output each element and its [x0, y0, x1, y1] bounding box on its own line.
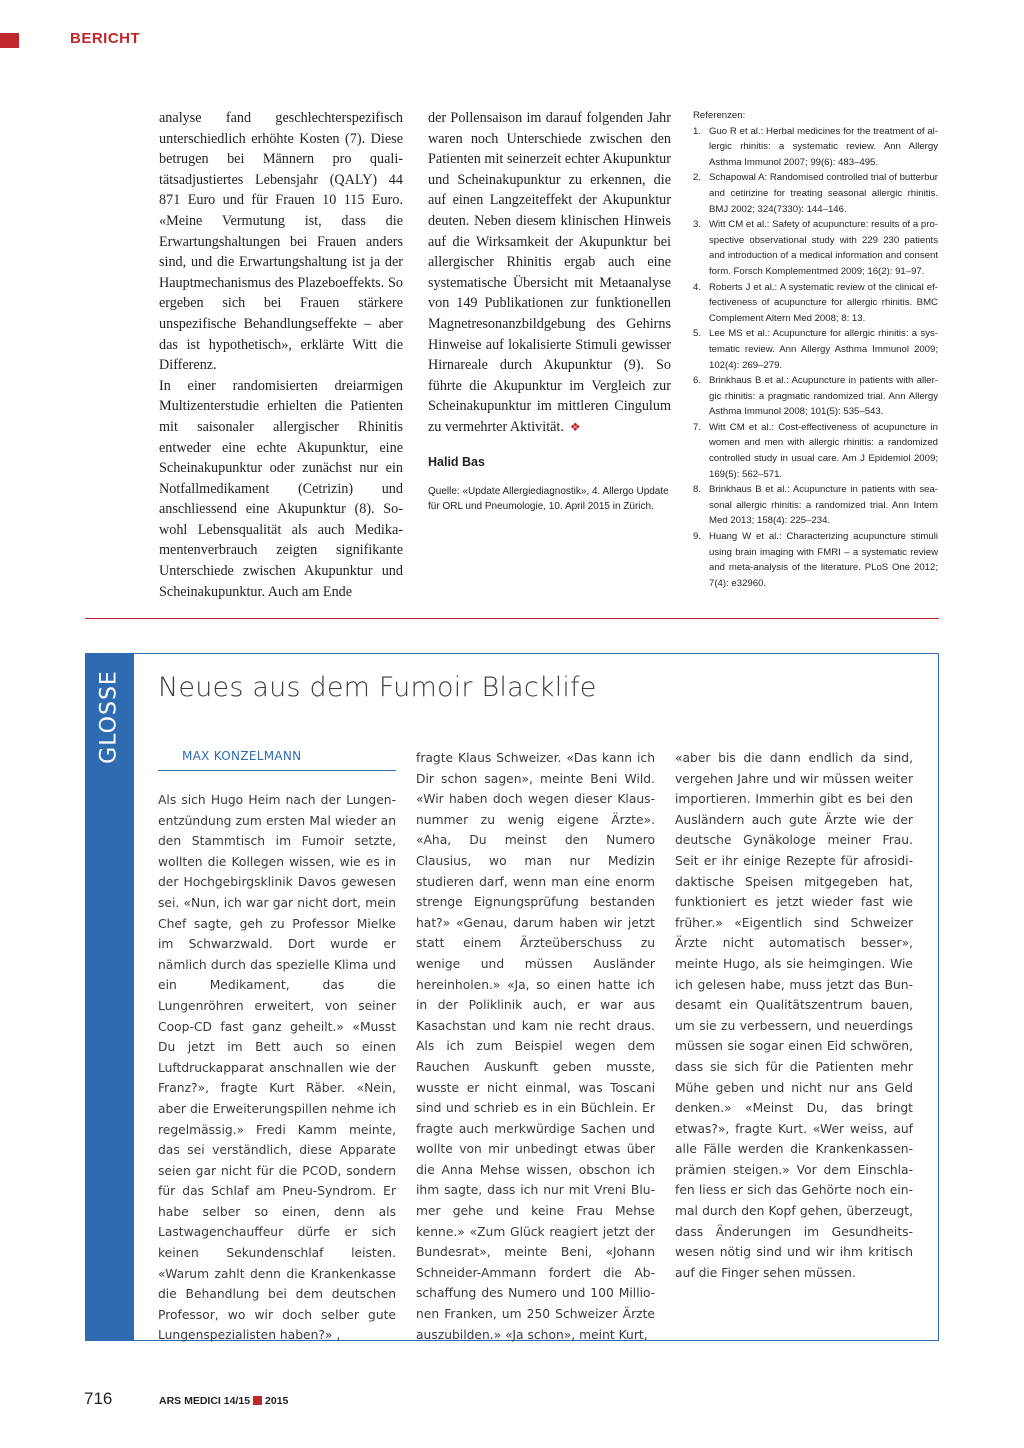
- reference-number: 2.: [693, 172, 702, 184]
- glosse-byline: MAX KONZELMANN: [182, 749, 302, 763]
- magazine-year: 2015: [265, 1395, 289, 1407]
- reference-number: 1.: [693, 125, 702, 137]
- references-list: [693, 124, 938, 592]
- reference-text: Lee MS et al.: Acupuncture for allergic rhinitis: a systematic review. Ann Allergy Asthma Immunol 2009; 102(4): 269–279.: [709, 328, 938, 371]
- article-paragraph: In einer randomisierten dreiarmigen Multizenterstudie erhielten die Patienten mit saisonaler allergischer Rhinitis entweder eine echte Akupunktur, eine Scheinakupunktur oder zunächst nur ein Notfallmedikament (Cetrizin) und anschliessend eine Akupunktur (8). Sowohl Lebensqualität als auch Medikamentenverbrauch zeigten signifikante Unterschiede zwischen Akupunktur und Scheinakupunktur. Auch am Ende: [159, 377, 403, 600]
- byline-rule: [158, 770, 396, 771]
- reference-number: 9.: [693, 531, 702, 543]
- reference-text: Schapowal A: Randomised controlled trial of butterbur and cetirizine for treating seasonal allergic rhinitis. BMJ 2002; 324(7330): 144–146.: [709, 172, 938, 215]
- article-paragraph-text: der Pollensaison im darauf folgenden Jahr waren noch Unterschiede zwischen den Patienten mit seinerzeit echter Akupunktur und Scheinakupunktur zu erkennen, die auf einen Langzeiteffekt der Akupunktur deuten. Neben diesem klinischen Hinweis auf die Wirksamkeit der Akupunktur bei allergischer Rhinitis ergab auch eine systematische Übersicht mit Metaanalyse von 149 Publikationen zur funktionellen Magnetresonanzbildgebung des Gehirns Hinweise auf lokalisierte Stimuli gewisser Hirnareale durch Akupunktur (9). So führte die Akupunktur im Vergleich zur Scheinakupunktur im mittleren Cingulum zu vermehrter Aktivität.: [428, 110, 671, 435]
- footer-marker: [253, 1396, 262, 1405]
- reference-item: [693, 326, 938, 373]
- article-paragraph: [428, 108, 671, 438]
- reference-number: 8.: [693, 484, 702, 496]
- reference-item: [693, 420, 938, 482]
- reference-text: Roberts J et al.: A systematic review of the clinical effectiveness of acupuncture for allergic rhinitis. BMC Complement Altern Med 2008; 8: 13.: [709, 281, 938, 324]
- reference-item: [693, 529, 938, 591]
- glosse-column-3: «aber bis die dann endlich da sind, vergehen Jahre und wir müssen weiter importieren. Immerhin gibt es bei den Ausländern auch gute Ärzte wie der deutsche Gynäkologe meiner Frau. Seit er ihr einige Rezepte für afrosididaktische Speisen mitgegeben hat, funktioniert es jetzt wieder fast wie früher.» «Eigentlich sind Schweizer Ärzte nicht automatisch besser», meinte Hugo, als sie heimgingen. Wie ich gelesen habe, muss jetzt das Bundesamt ein Qualitätszentrum bauen, um sie zu verbessern, und neuerdings müssen sie sogar einen Eid schwören, dass sie sich für die Patienten mehr Mühe geben und nicht nur ans Geld denken.» «Meinst Du, das bringt etwas?», fragte Kurt. «Wer weiss, auf alle Fälle werden die Krankenkassenprämien steigen.» Vor dem Einschlafen liess er sich das Gehörte noch einmal durch den Kopf gehen, überzeugt, dass Änderungen im Gesundheitswesen nötig sind und wir ihm kritisch auf die Finger sehen müssen.: [675, 751, 913, 1280]
- reference-text: Witt CM et al.: Cost-effectiveness of acupuncture in women and men with allergic rhinitis: a randomized controlled study in usual care. Am J Epidemiol 2009; 169(5): 562–571.: [709, 421, 938, 480]
- reference-item: [693, 217, 938, 279]
- reference-text: Witt CM et al.: Safety of acupuncture: results of a prospective observational study with 229 230 patients and introduction of a medical information and consent form. Forsch Komplementmed 2009; 16(2): 91–97.: [709, 219, 938, 277]
- reference-item: [693, 280, 938, 327]
- section-label: BERICHT: [70, 30, 141, 47]
- footer-magazine: [159, 1395, 288, 1407]
- reference-number: 7.: [693, 421, 702, 433]
- article-column-2: [428, 108, 671, 514]
- section-marker: [0, 33, 19, 48]
- references: [693, 108, 938, 591]
- reference-number: 6.: [693, 375, 702, 387]
- glosse-label: GLOSSE: [96, 670, 122, 764]
- reference-number: 3.: [693, 219, 702, 231]
- reference-item: [693, 482, 938, 529]
- article-author: Halid Bas: [428, 454, 485, 469]
- reference-number: 5.: [693, 328, 702, 340]
- magazine-name: ARS MEDICI 14/15: [159, 1395, 251, 1407]
- glosse-column-2: fragte Klaus Schweizer. «Das kann ich Dir schon sagen», meinte Beni Wild. «Wir haben doch wegen dieser Klausnummer zu wenig eigene Ärzte». «Aha, Du meinst den Numero Clausius, wo man nur Medizin studieren darf, wenn man eine enorm strenge Eignungsprüfung bestanden hat?» «Genau, darum haben wir jetzt statt einem Ärzteüberschuss zu wenige und müssen Ausländer hereinholen.» «Ja, so einen hatte ich in der Poliklinik auch, er war aus Kasachstan und kam nie recht draus. Als ich zum Beispiel wegen dem Rauchen Auskunft geben musste, wusste er nicht einmal, was Toscani sind und schrieb es in ein Büchlein. Er fragte auch merkwürdige Sachen und wollte von mir unbedingt etwas über die Anna Mehse wissen, obschon ich ihm sagte, dass ich nur mit Vreni Blumer gehe und keine Frau Mehse kenne.» «Zum Glück reagiert jetzt der Bundesrat», meinte Beni, «Johann Schneider-Ammann fordert die Abschaffung des Numero und 100 Millionen Franken, um 250 Schweizer Ärzte auszubilden.» «Ja schon», meint Kurt,: [416, 751, 655, 1342]
- reference-item: [693, 373, 938, 420]
- article-paragraph: analyse fand geschlechterspezifisch unterschiedlich erhöhte Kosten (7). Diese betrugen bei Männern pro qualitätsadjustiertes Lebensjahr (QALY) 44 871 Euro und für Frauen 10 115 Euro. «Meine Vermutung ist, dass die Erwartungshaltungen bei Frauen anders sind, und die Erwartungshaltung ist ja der Hauptmechanismus des Plazeboeffekts. So ergeben sich bei Frauen stärkere unspezifische Behandlungseffekte – aber das ist hypothetisch», erklärte Witt die Differenz.: [159, 110, 403, 374]
- end-mark-icon: ❖: [569, 419, 581, 434]
- article-column-1: [159, 108, 403, 602]
- article-source: Quelle: «Update Allergiediagnostik», 4. Allergo Update für ORL und Pneumologie, 10. April 2015 in Zürich.: [428, 486, 669, 513]
- reference-text: Guo R et al.: Herbal medicines for the treatment of allergic rhinitis: a systematic review. Ann Allergy Asthma Immunol 2007; 99(6): 483–495.: [709, 125, 938, 168]
- reference-item: [693, 124, 938, 171]
- glosse-column-1: Als sich Hugo Heim nach der Lungenentzündung zum ersten Mal wieder an den Stammtisch im Fumoir setzte, wollten die Kollegen wissen, wie es in der Hochgebirgsklinik Davos gewesen sei. «Nun, ich war gar nicht dort, mein Chef sagte, geh zu Professor Mielke im Schwarzwald. Dort wurde er nämlich durch das spezielle Klima und ein Medikament, das die Lungenröhren erweitert, von seiner Coop-CD fast ganz geheilt.» «Musst Du jetzt im Bett auch so einen Luftdruckapparat anschnallen wie der Franz?», fragte Kurt Räber. «Nein, aber die Erweiterungspillen nehme ich regelmässig.» Fredi Kamm meinte, das sei verständlich, diese Apparate seien gar nicht für die PCOD, sondern für das Schlaf am Pneu-Syndrom. Er habe selber so einen, denn als Lastwagenchauffeur dürfe er sich keinen Sekundenschlaf leisten. «Warum zahlt denn die Krankenkasse die Behandlung bei dem deutschen Professor, wo wir doch selber gute Lungenspezialisten haben?» ,: [158, 793, 396, 1343]
- reference-text: Brinkhaus B et al.: Acupuncture in patients with allergic rhinitis: a pragmatic randomized trial. Ann Allergy Asthma Immunol 2008; 101(5): 535–543.: [709, 375, 938, 418]
- section-divider: [85, 618, 939, 619]
- reference-text: Brinkhaus B et al.: Acupuncture in patients with seasonal allergic rhinitis: a randomized trial. Ann Intern Med 2013; 158(4): 225–234.: [709, 484, 938, 527]
- reference-number: 4.: [693, 281, 702, 293]
- reference-item: [693, 170, 938, 217]
- page-number: 716: [84, 1389, 113, 1408]
- references-title: Referenzen:: [693, 110, 746, 121]
- glosse-title: Neues aus dem Fumoir Blacklife: [158, 672, 597, 703]
- reference-text: Huang W et al.: Characterizing acupuncture stimuli using brain imaging with FMRI – a systematic review and meta-analysis of the literature. PLoS One 2012; 7(4): e32960.: [709, 531, 938, 589]
